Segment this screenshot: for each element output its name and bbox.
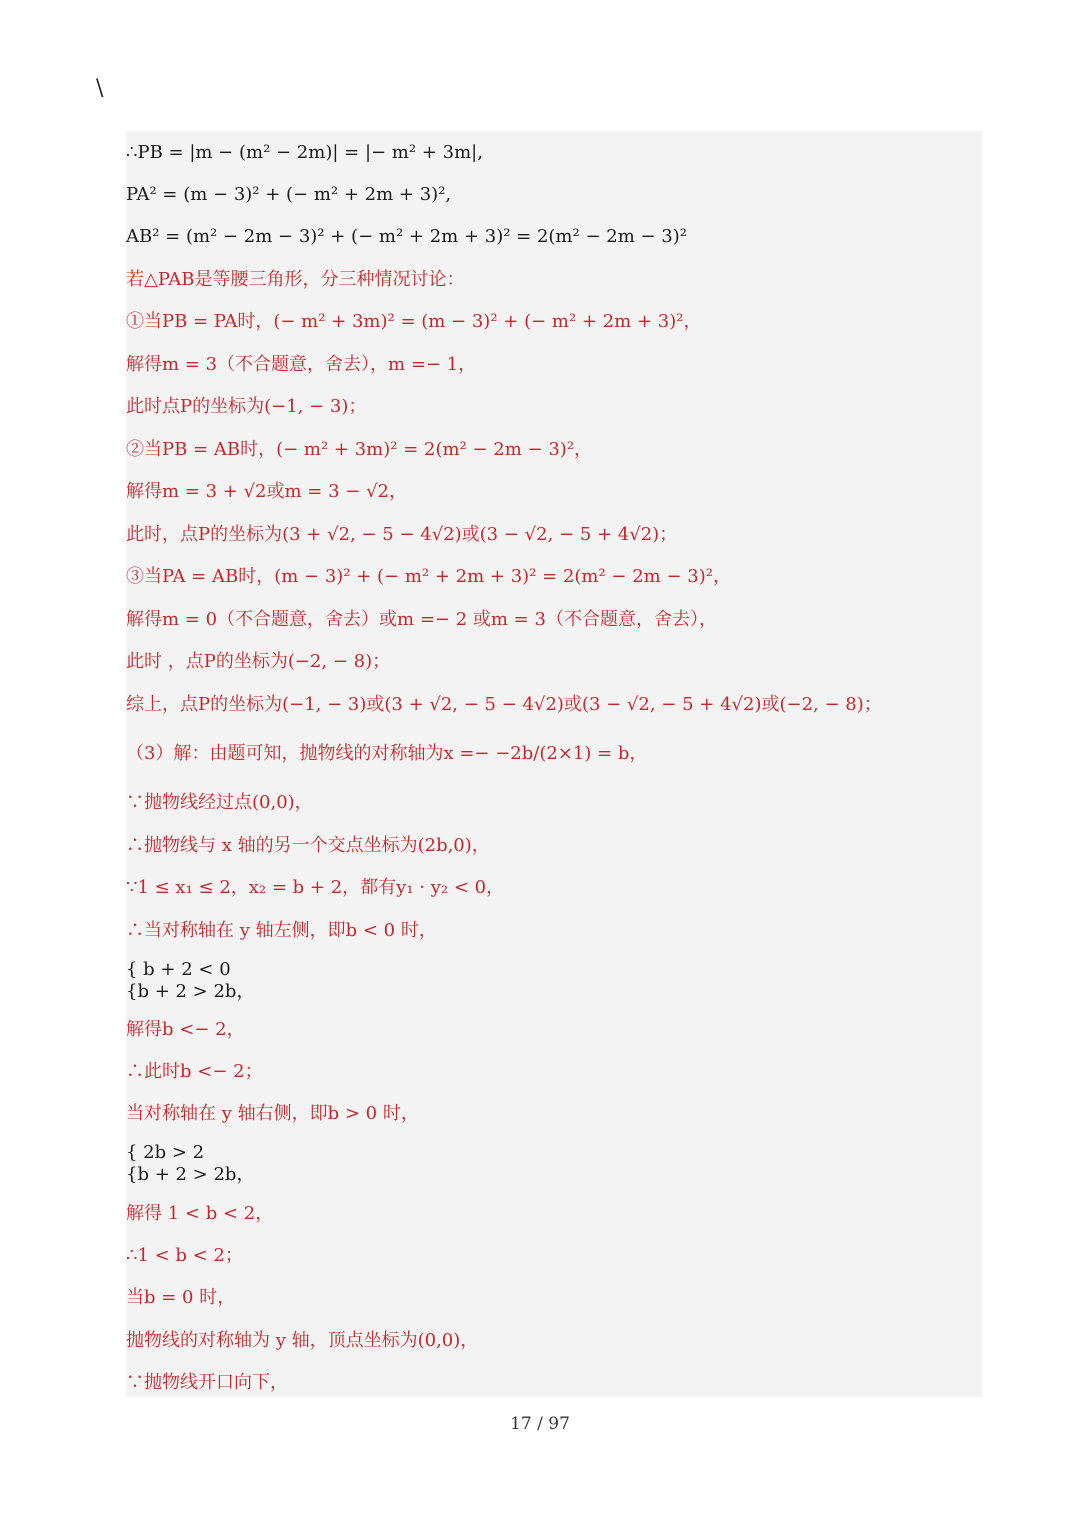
corner-mark: \ (96, 76, 104, 101)
solution-line: 综上，点P的坐标为(−1, − 3)或(3 + √2, − 5 − 4√2)或(3 − √2, − 5 + 4√2)或(−2, − 8)； (126, 694, 882, 715)
solution-line: ∵1 ≤ x₁ ≤ 2，x₂ = b + 2，都有y₁ · y₂ < 0， (126, 877, 505, 898)
solution-line: ∴当对称轴在 y 轴左侧，即b < 0 时， (126, 920, 437, 941)
solution-line: 此时 ，点P的坐标为(−2, − 8)； (126, 651, 391, 672)
solution-line: 当b = 0 时， (126, 1287, 236, 1308)
solution-line: ∵抛物线经过点(0,0)， (126, 792, 313, 813)
solution-line: ∴1 < b < 2； (126, 1245, 243, 1266)
solution-line: 解得m = 0（不合题意，舍去）或m =− 2 或m = 3（不合题意，舍去）， (126, 609, 717, 630)
solution-line: 若△PAB是等腰三角形，分三种情况讨论： (126, 269, 465, 290)
solution-line: ∴此时b <− 2； (126, 1061, 263, 1082)
solution-line: 解得 1 < b < 2， (126, 1203, 274, 1224)
solution-line: ∴抛物线与 x 轴的另一个交点坐标为(2b,0)， (126, 835, 490, 856)
solution-line: ③当PA = AB时，(m − 3)² + (− m² + 2m + 3)² = 2(m² − 2m − 3)²， (126, 566, 731, 587)
equation-system-line: { b + 2 < 0 (126, 959, 231, 980)
solution-line: AB² = (m² − 2m − 3)² + (− m² + 2m + 3)² = 2(m² − 2m − 3)² (126, 226, 687, 247)
solution-line: 此时，点P的坐标为(3 + √2, − 5 − 4√2)或(3 − √2, − 5 + 4√2)； (126, 524, 678, 545)
solution-line: 解得m = 3（不合题意，舍去），m =− 1， (126, 354, 477, 375)
page-number: 17 / 97 (510, 1414, 570, 1434)
solution-line: （3）解：由题可知，抛物线的对称轴为x =− −2b/(2×1) = b， (126, 743, 648, 764)
solution-line: 抛物线的对称轴为 y 轴，顶点坐标为(0,0)， (126, 1330, 479, 1351)
equation-system-line: {b + 2 > 2b， (126, 1164, 255, 1185)
solution-line: ∵抛物线开口向下， (126, 1372, 288, 1393)
solution-line: 解得b <− 2， (126, 1019, 245, 1040)
equation-system-line: {b + 2 > 2b， (126, 981, 255, 1002)
solution-line: 当对称轴在 y 轴右侧，即b > 0 时， (126, 1103, 419, 1124)
solution-line: PA² = (m − 3)² + (− m² + 2m + 3)², (126, 184, 452, 205)
solution-line: 此时点P的坐标为(−1, − 3)； (126, 396, 367, 417)
solution-line: ②当PB = AB时，(− m² + 3m)² = 2(m² − 2m − 3)²， (126, 439, 593, 460)
solution-line: ∴PB = |m − (m² − 2m)| = |− m² + 3m|, (126, 142, 483, 163)
solution-line: 解得m = 3 + √2或m = 3 − √2， (126, 481, 407, 502)
solution-line: ①当PB = PA时，(− m² + 3m)² = (m − 3)² + (− m² + 2m + 3)²， (126, 311, 702, 332)
equation-system-line: { 2b > 2 (126, 1142, 205, 1163)
